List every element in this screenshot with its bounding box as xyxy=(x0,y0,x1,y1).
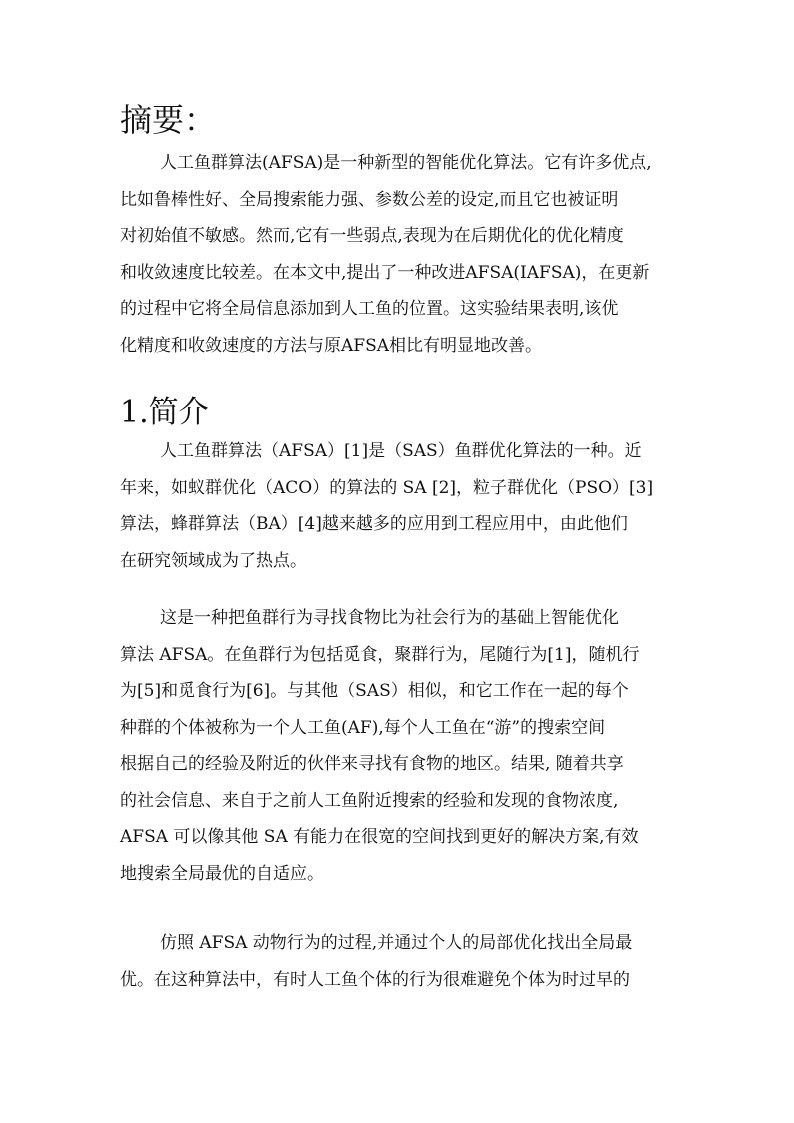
text-line: 算法，蜂群算法（BA）[4]越来越多的应用到工程应用中，由此他们 xyxy=(120,514,628,534)
abstract-heading: 摘要： xyxy=(120,101,217,139)
introduction-paragraph-1 xyxy=(120,433,680,579)
text-line: 为[5]和觅食行为[6]。与其他（SAS）相似，和它工作在一起的每个 xyxy=(120,681,629,701)
text-line: 人工鱼群算法（AFSA）[1]是（SAS）鱼群优化算法的一种。近 xyxy=(160,441,642,461)
text-line: 对初始值不敏感。然而,它有一些弱点,表现为在后期优化的优化精度 xyxy=(120,226,624,246)
text-line: 这是一种把鱼群行为寻找食物比为社会行为的基础上智能优化 xyxy=(160,608,619,628)
text-line: 种群的个体被称为一个人工鱼(AF),每个人工鱼在“游”的搜索空间 xyxy=(120,717,606,738)
text-line: 的过程中它将全局信息添加到人工鱼的位置。这实验结果表明,该优 xyxy=(120,299,619,319)
text-line: 优。在这种算法中，有时人工鱼个体的行为很难避免个体为时过早的 xyxy=(120,969,630,990)
text-line: 的社会信息、来自于之前人工鱼附近搜索的经验和发现的食物浓度, xyxy=(120,790,619,811)
text-line: 化精度和收敛速度的方法与原AFSA相比有明显地改善。 xyxy=(120,335,542,356)
text-line: 仿照 AFSA 动物行为的过程,并通过个人的局部优化找出全局最 xyxy=(160,933,633,953)
text-line: 算法 AFSA。在鱼群行为包括觅食，聚群行为，尾随行为[1]，随机行 xyxy=(120,644,640,665)
text-line: 比如鲁棒性好、全局搜索能力强、参数公差的设定,而且它也被证明 xyxy=(120,189,619,210)
introduction-heading: 1.简介 xyxy=(120,395,209,430)
text-line: 地搜索全局最优的自适应。 xyxy=(120,863,324,884)
text-line: 和收敛速度比较差。在本文中,提出了一种改进AFSA(IAFSA)，在更新 xyxy=(120,262,650,283)
text-line: 年来，如蚁群优化（ACO）的算法的 SA [2]，粒子群优化（PSO）[3] xyxy=(120,477,654,498)
text-line: 在研究领域成为了热点。 xyxy=(120,550,307,571)
introduction-paragraph-2 xyxy=(120,600,680,892)
text-line: 人工鱼群算法(AFSA)是一种新型的智能优化算法。它有许多优点, xyxy=(160,153,652,173)
text-line: 根据自己的经验及附近的伙伴来寻找有食物的地区。结果, 随着共享 xyxy=(120,754,624,774)
text-line: AFSA 可以像其他 SA 有能力在很宽的空间找到更好的解决方案,有效 xyxy=(120,827,639,847)
abstract-paragraph xyxy=(120,145,680,364)
introduction-paragraph-3 xyxy=(120,925,680,998)
